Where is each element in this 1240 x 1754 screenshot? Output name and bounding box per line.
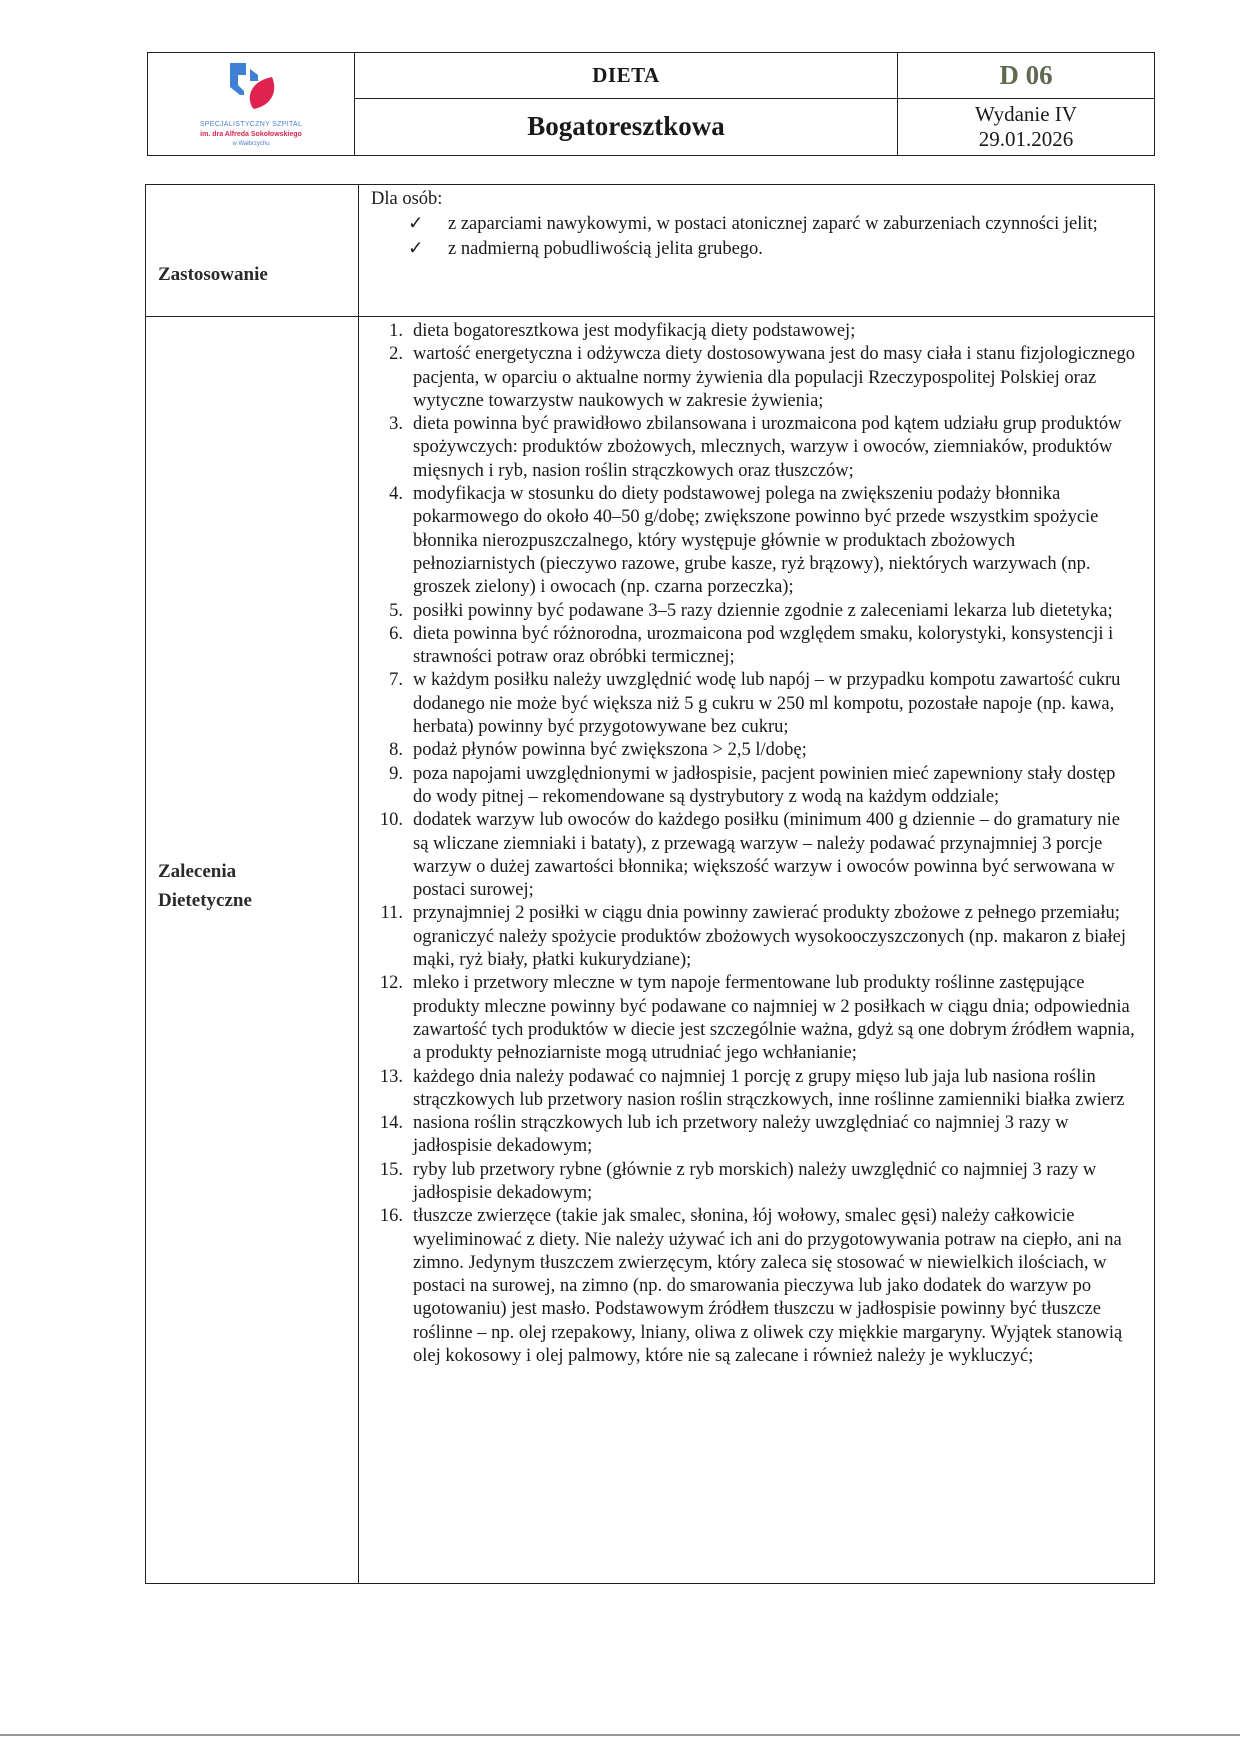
header-title-cell (355, 53, 898, 155)
item-number: 11. (380, 903, 403, 924)
recommendations-label-line-2: Dietetyczne (158, 890, 252, 911)
item-number: 14. (379, 1113, 403, 1134)
item-number: 3. (389, 414, 403, 435)
document-code: D 06 (999, 60, 1053, 90)
item-text: poza napojami uwzględnionymi w jadłospisie, pacjent powinien mieć zapewniony stały dostęp do wody pitnej – rekomendowane są dystrybutory z wodą na każdym oddziale; (413, 763, 1116, 807)
item-text: nasiona roślin strączkowych lub ich przetwory należy uwzględniać co najmniej 3 razy w jadłospisie dekadowym; (413, 1113, 1069, 1157)
item-text: każdego dnia należy podawać co najmniej 1 porcję z grupy mięso lub jaja lub nasiona roślin strączkowych lub przetwory nasion roślin strączkowych, inne roślinne zamienniki białka zwierz (413, 1066, 1125, 1110)
item-text: przynajmniej 2 posiłki w ciągu dnia powinny zawierać produkty zbożowe z pełnego przemiału; ograniczyć należy spożycie produktów zbożowych wysokooczyszczonych (np. makaron z białej mąki, ryż biały, płatki kukurydziane); (413, 903, 1127, 971)
list-item (371, 1112, 1138, 1159)
application-item-text: z nadmierną pobudliwością jelita grubego. (448, 239, 763, 259)
item-text: mleko i przetwory mleczne w tym napoje fermentowane lub produkty roślinne zastępujące produkty mleczne powinny być podawane co najmniej w 2 posiłkach w ciągu dnia; odpowiednia zawartość tych produktów w diecie jest szczególnie ważna, gdyż są one dobrym źródłem wapnia, a produkty pełnoziarniste mogą utrudniać jego wchłanianie; (413, 973, 1135, 1064)
item-number: 16. (379, 1206, 403, 1227)
item-number: 1. (389, 321, 403, 341)
diet-details-table (145, 184, 1155, 1584)
list-item (371, 972, 1138, 1065)
list-item (371, 1205, 1138, 1368)
edition-date: 29.01.2026 (978, 126, 1074, 151)
application-item (371, 237, 1134, 262)
item-text: tłuszcze zwierzęce (takie jak smalec, słonina, łój wołowy, smalec gęsi) należy całkowicie wyeliminować z diety. Nie należy używać ich ani do przygotowywania potraw na ciepło, ani na zimno. Jedynym tłuszczem zwierzęcym, który zaleca się stosować w niewielkich ilościach, w postaci na surowej, na zimno (np. do smarowania pieczywa lub jako dodatek do warzyw po ugotowaniu) jest masło. Podstawowym źródłem tłuszczu w jadłospisie powinny być tłuszcze roślinne – np. olej rzepakowy, lniany, oliwa z oliwek czy miękkie margaryny. Wyjątek stanowią olej kokosowy i olej palmowy, które nie są zalecane i również należy je wykluczyć; (413, 1206, 1123, 1367)
list-item (371, 902, 1138, 972)
item-number: 8. (389, 740, 403, 761)
list-item (371, 669, 1138, 739)
application-intro: Dla osób: (371, 189, 443, 209)
item-text: wartość energetyczna i odżywcza diety dostosowywana jest do masy ciała i stanu fizjologicznego pacjenta, w oparciu o aktualne normy żywienia dla populacji Rzeczypospolitej Polskiej oraz wytyczne towarzystw naukowych w zakresie żywienia; (413, 344, 1135, 411)
document-header (147, 52, 1155, 156)
item-number: 2. (389, 344, 403, 365)
application-item (371, 212, 1134, 237)
item-text: dieta powinna być różnorodna, urozmaicona pod względem smaku, kolorystyki, konsystencji i strawności potraw oraz obróbki termicznej; (413, 623, 1114, 668)
item-text: dieta powinna być prawidłowo zbilansowana i urozmaicona pod kątem udziału grup produktów spożywczych: produktów zbożowych, mlecznych, warzyw i owoców, ziemniaków, produktów mięsnych i ryb, nasion roślin strączkowych oraz tłuszczów; (413, 414, 1122, 481)
item-text: dodatek warzyw lub owoców do każdego posiłku (minimum 400 g dziennie – do gramatury nie są wliczane ziemniaki i bataty), z przewagą warzyw – należy podawać przynajmniej 3 porcje warzyw o dużej zawartości błonnika; większość warzyw i owoców powinna być serwowana w postaci surowej; (413, 810, 1120, 901)
list-item (371, 809, 1138, 902)
item-text: podaż płynów powinna być zwiększona > 2,5 l/dobę; (413, 740, 807, 761)
row-divider (146, 316, 1154, 317)
list-item (371, 1159, 1138, 1206)
application-item-text: z zaparciami nawykowymi, w postaci atonicznej zaparć w zaburzeniach czynności jelit; (448, 214, 1098, 234)
column-divider (358, 185, 359, 1583)
header-code-cell (898, 53, 1154, 155)
checkmark-icon: ✓ (408, 239, 424, 259)
item-text: posiłki powinny być podawane 3–5 razy dziennie zgodnie z zaleceniami lekarza lub dietetyka; (413, 600, 1113, 621)
hospital-shield-leaf-icon (148, 57, 355, 123)
item-number: 15. (379, 1159, 403, 1180)
list-item (371, 413, 1138, 483)
list-item (371, 623, 1138, 670)
hospital-logo (148, 53, 354, 155)
item-text: ryby lub przetwory rybne (głównie z ryb morskich) należy uwzględnić co najmniej 3 razy w jadłospisie dekadowym; (413, 1159, 1097, 1203)
list-item (371, 739, 1138, 762)
item-number: 9. (389, 763, 403, 784)
list-item (371, 320, 1138, 343)
item-number: 13. (379, 1066, 403, 1087)
item-number: 7. (389, 670, 403, 691)
item-text: dieta bogatoresztkowa jest modyfikacją diety podstawowej; (413, 321, 856, 341)
list-item (371, 343, 1138, 413)
list-item (371, 1066, 1138, 1113)
section-label: DIETA (592, 63, 660, 87)
recommendations-label (158, 857, 252, 915)
hospital-logo-cell (148, 53, 355, 155)
item-text: modyfikacja w stosunku do diety podstawowej polega na zwiększeniu podaży błonnika pokarmowego do około 40–50 g/dobę; zwiększone powinno być przede wszystkim spożycie błonnika nierozpuszczalnego, który występuje głównie w produktach zbożowych pełnoziarnistych (pieczywo razowe, grube kasze, ryż brązowy), niektórych warzywach (np. groszek zielony) i owocach (np. czarna porzeczka); (413, 484, 1099, 598)
list-item (371, 483, 1138, 599)
item-number: 10. (379, 810, 403, 831)
logo-line-2: im. dra Alfreda Sokołowskiego (200, 131, 302, 138)
item-text: w każdym posiłku należy uwzględnić wodę lub napój – w przypadku kompotu zawartość cukru dodanego nie może być większa niż 5 g cukru w 250 ml kompotu, pozostałe napoje (np. kawa, herbata) powinny być przygotowywane bez cukru; (413, 670, 1121, 738)
application-content (371, 185, 1134, 262)
page-bottom-edge (0, 1734, 1240, 1736)
logo-line-1: SPECJALISTYCZNY SZPITAL (199, 121, 303, 128)
checkmark-icon: ✓ (408, 214, 424, 234)
item-number: 4. (389, 484, 403, 505)
list-item (371, 763, 1138, 810)
item-number: 12. (379, 973, 403, 994)
application-label: Zastosowanie (158, 264, 268, 285)
recommendations-list (371, 320, 1138, 1368)
logo-line-3: w Wałbrzychu (232, 141, 270, 147)
list-item (371, 600, 1138, 623)
item-number: 6. (389, 623, 403, 644)
edition-label: Wydanie IV (975, 101, 1077, 126)
recommendations-label-line-1: Zalecenia (158, 861, 237, 882)
diet-name: Bogatoresztkowa (527, 111, 725, 141)
item-number: 5. (389, 600, 403, 621)
